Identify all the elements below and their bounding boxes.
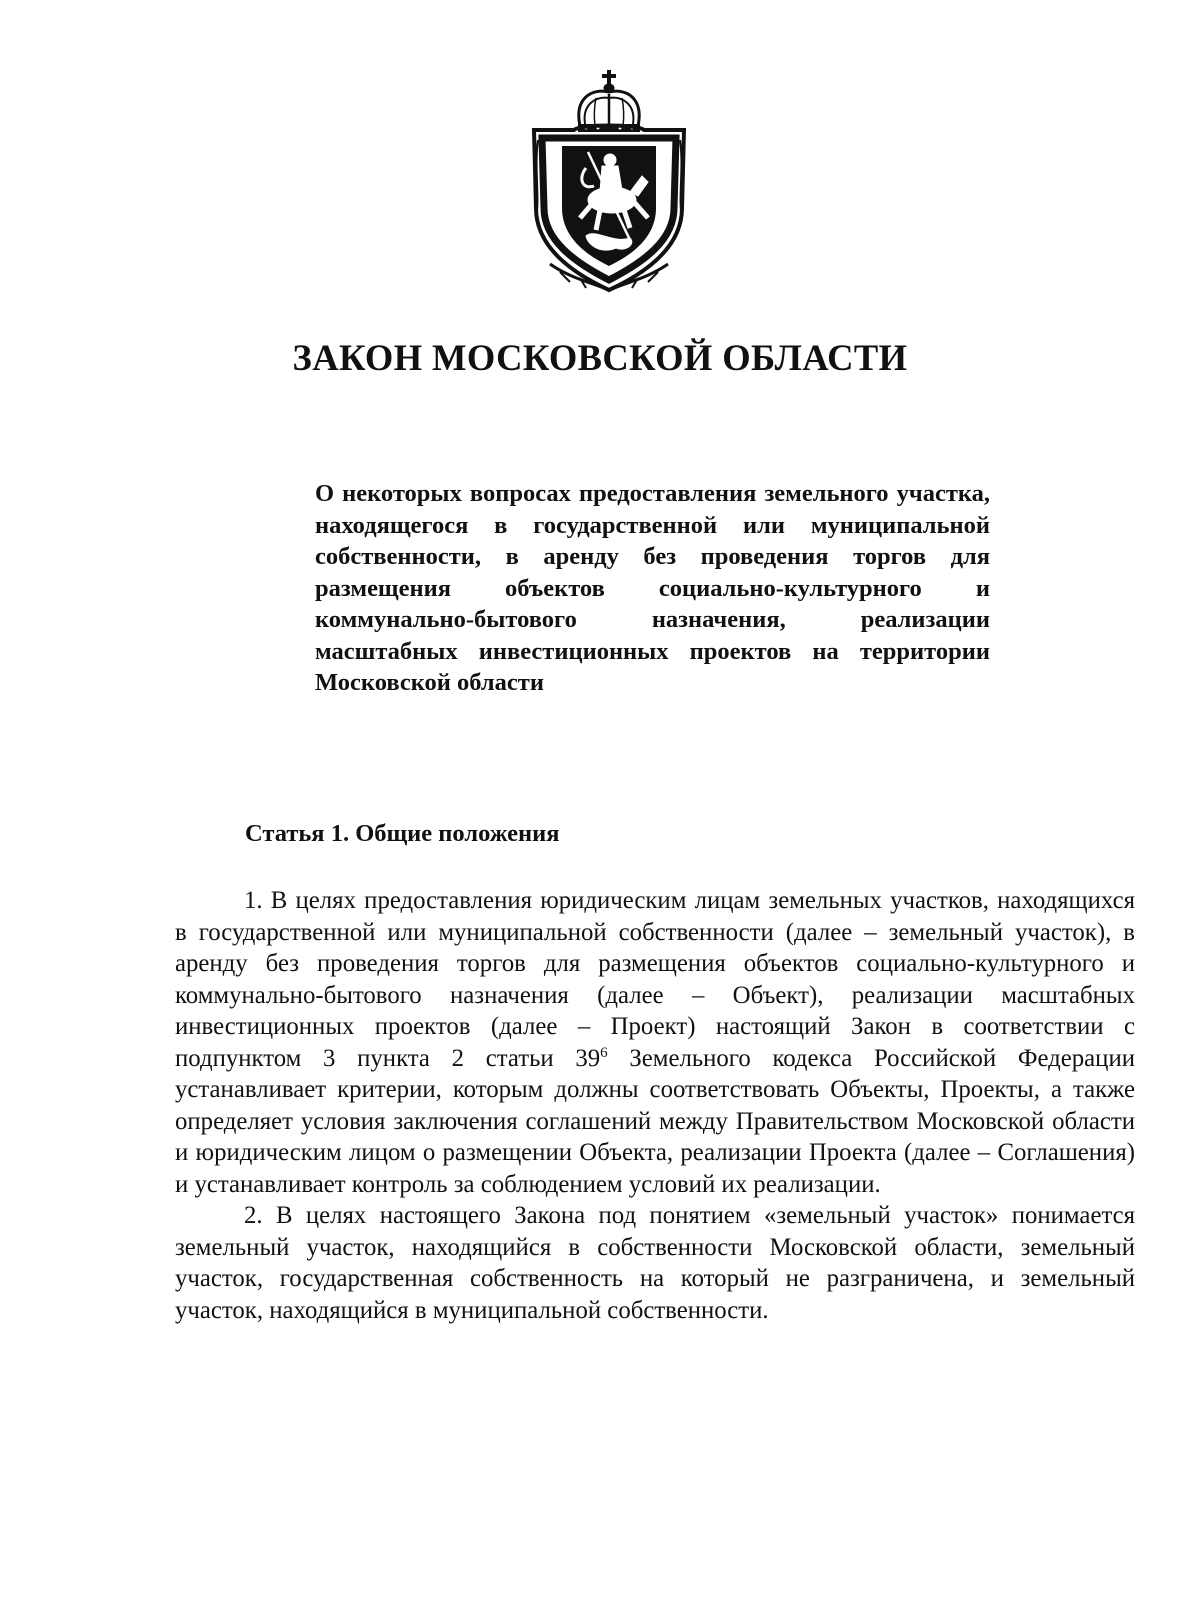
coat-of-arms-emblem xyxy=(530,68,688,293)
law-subject: О некоторых вопросах предоставления земельного участка, находящегося в государственной или муниципальной собственности, в аренду без проведения торгов для размещения объектов социально-культурного и коммунально-бытового назначения, реализации масштабных инвестиционных проектов на территории Московской области xyxy=(315,480,990,696)
article-paragraph-2: 2. В целях настоящего Закона под понятием «земельный участок» понимается земельный участок, находящийся в собственности Московской области, земельный участок, государственная собственность на который не разграничена, и земельный участок, находящийся в муниципальной собственности. xyxy=(175,1202,1135,1324)
paragraph-1-text-end: Земельного кодекса Российской Федерации устанавливает критерии, которым должны соответствовать Объекты, Проекты, а также определяет условия заключения соглашений между Правительством Московской области и юридическим лицом о размещении Объекта, реализации Проекта (далее – Соглашения) и устанавливает контроль за соблюдением условий их реализации. xyxy=(175,1044,1135,1198)
article-paragraph-1 xyxy=(175,885,1135,1200)
crown-icon xyxy=(578,70,640,132)
paragraph-1-text-start: 1. В целях предоставления юридическим лицам земельных участков, находящихся в государственной или муниципальной собственности (далее – земельный участок), в аренду без проведения торгов для размещения объектов социально-культурного и коммунально-бытового назначения (далее – Объект), реализации масштабных инвестиционных проектов (далее – Проект) настоящий Закон в соответствии с подпунктом 3 пункта 2 статьи 39 xyxy=(175,887,1135,1072)
law-title: ЗАКОН МОСКОВСКОЙ ОБЛАСТИ xyxy=(292,337,908,378)
article-number-superscript: 6 xyxy=(600,1044,608,1061)
article-heading: Статья 1. Общие положения xyxy=(245,820,560,847)
article-body xyxy=(175,885,1135,1326)
